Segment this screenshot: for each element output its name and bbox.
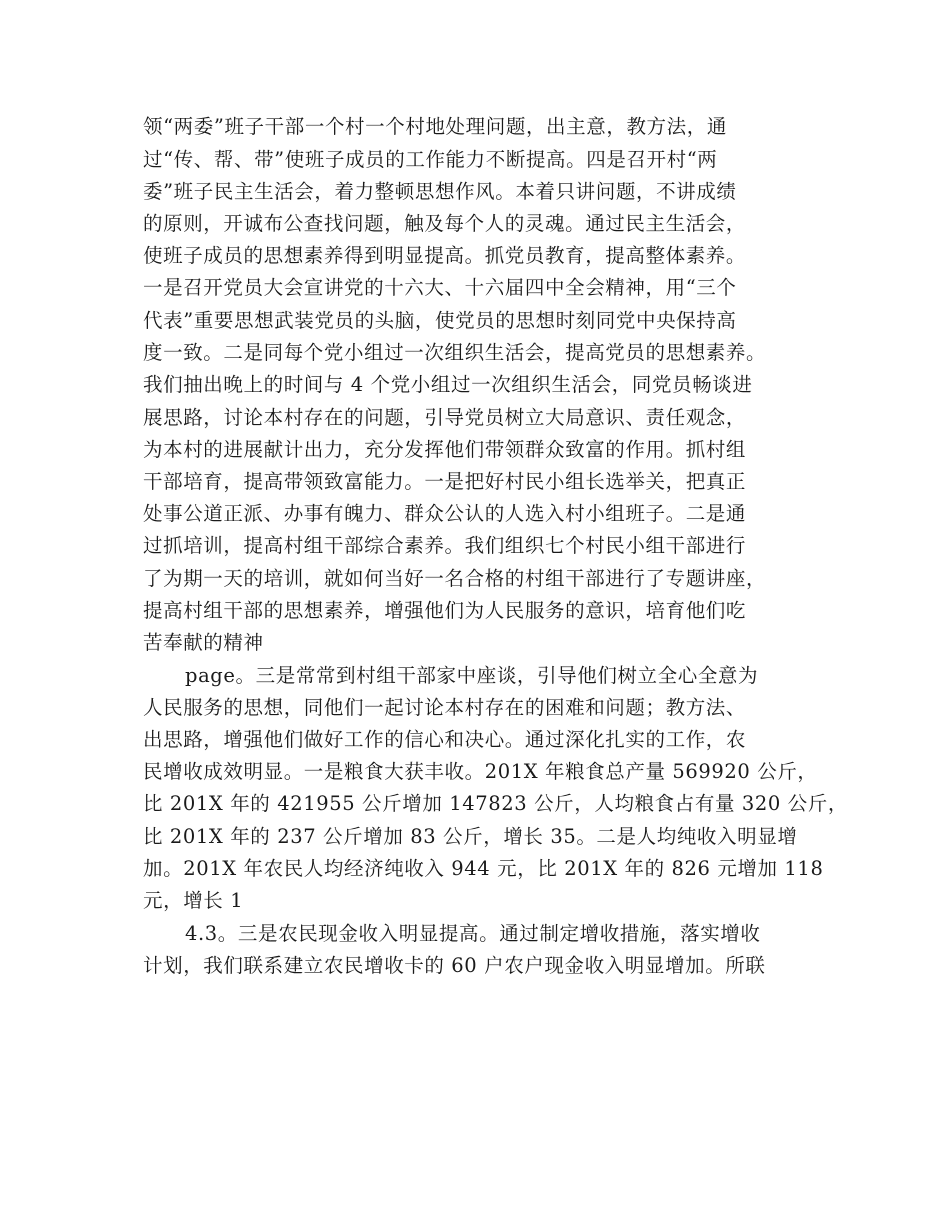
text-line-7: 代表”重要思想武装党员的头脑，使党员的思想时刻同党中央保持高 bbox=[143, 309, 737, 332]
text-line-14: 过抓培训，提高村组干部综合素养。我们组织七个村民小组干部进行 bbox=[143, 534, 747, 557]
text-line-23: 比 201X 年的 237 公斤增加 83 公斤，增长 35。二是人均纯收入明显增 bbox=[143, 825, 798, 848]
text-line-5: 使班子成员的思想素养得到明显提高。抓党员教育，提高整体素养。 bbox=[143, 244, 747, 267]
text-line-24: 加。201X 年农民人均经济纯收入 944 元，比 201X 年的 826 元增加 118 bbox=[143, 857, 824, 880]
text-line-25: 元，增长 1 bbox=[143, 889, 244, 912]
text-line-15: 了为期一天的培训，就如何当好一名合格的村组干部进行了专题讲座， bbox=[143, 567, 767, 590]
text-line-1: 领“两委”班子干部一个村一个村地处理问题，出主意，教方法，通 bbox=[143, 115, 727, 138]
text-line-8: 度一致。二是同每个党小组过一次组织生活会，提高党员的思想素养。 bbox=[143, 341, 767, 364]
text-line-18: page。三是常常到村组干部家中座谈，引导他们树立全心全意为 bbox=[185, 664, 759, 687]
text-line-12: 干部培育，提高带领致富能力。一是把好村民小组长选举关，把真正 bbox=[143, 470, 747, 493]
text-line-13: 处事公道正派、办事有魄力、群众公认的人选入村小组班子。二是通 bbox=[143, 502, 747, 525]
text-line-2: 过“传、帮、带”使班子成员的工作能力不断提高。四是召开村“两 bbox=[143, 148, 718, 171]
text-line-11: 为本村的进展献计出力，充分发挥他们带领群众致富的作用。抓村组 bbox=[143, 438, 747, 461]
text-line-9: 我们抽出晚上的时间与 4 个党小组过一次组织生活会，同党员畅谈进 bbox=[143, 373, 753, 396]
text-line-19: 人民服务的思想，同他们一起讨论本村存在的困难和问题；教方法、 bbox=[143, 696, 747, 719]
text-line-4: 的原则，开诚布公查找问题，触及每个人的灵魂。通过民主生活会， bbox=[143, 212, 747, 235]
text-line-27: 计划，我们联系建立农民增收卡的 60 户农户现金收入明显增加。所联 bbox=[143, 954, 766, 977]
text-line-26: 4.3。三是农民现金收入明显提高。通过制定增收措施，落实增收 bbox=[185, 922, 761, 945]
text-line-17: 苦奉献的精神 bbox=[143, 631, 264, 654]
text-line-16: 提高村组干部的思想素养，增强他们为人民服务的意识，培育他们吃 bbox=[143, 599, 747, 622]
text-line-3: 委”班子民主生活会，着力整顿思想作风。本着只讲问题，不讲成绩 bbox=[143, 180, 737, 203]
text-line-22: 比 201X 年的 421955 公斤增加 147823 公斤，人均粮食占有量 320 公斤， bbox=[143, 792, 848, 815]
text-line-6: 一是召开党员大会宣讲党的十六大、十六届四中全会精神，用“三个 bbox=[143, 276, 737, 299]
text-line-21: 民增收成效明显。一是粮食大获丰收。201X 年粮食总产量 569920 公斤， bbox=[143, 760, 818, 783]
text-line-10: 展思路，讨论本村存在的问题，引导党员树立大局意识、责任观念， bbox=[143, 406, 747, 429]
text-line-20: 出思路，增强他们做好工作的信心和决心。通过深化扎实的工作，农 bbox=[143, 728, 747, 751]
